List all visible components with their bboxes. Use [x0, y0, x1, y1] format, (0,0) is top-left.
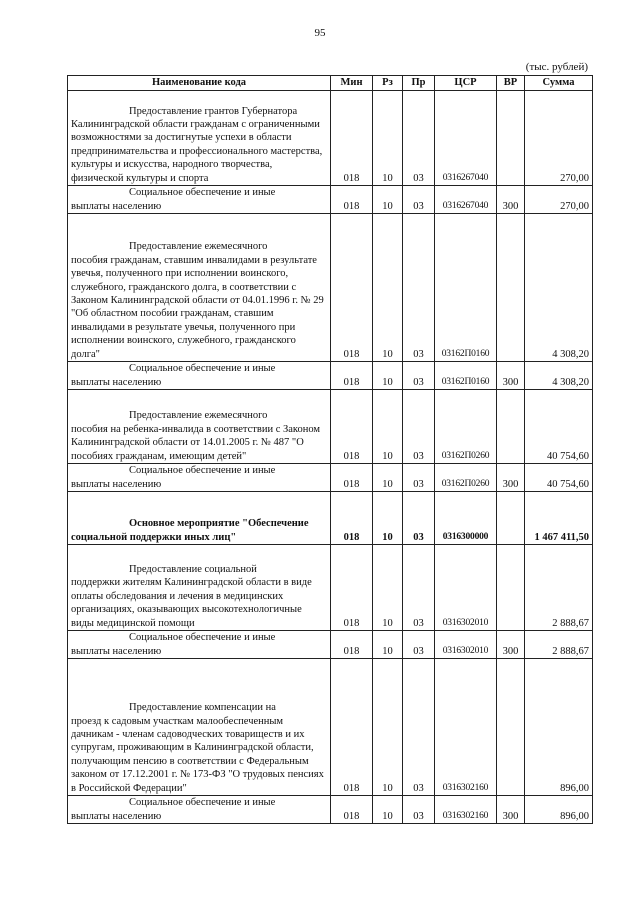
row-pr: 03 [403, 796, 435, 824]
row-sum: 270,00 [525, 91, 593, 186]
row-min: 018 [331, 659, 373, 796]
row-name-rest: пособия гражданам, ставшим инвалидами в результате увечья, полученного при исполнении воинского, служебного, гражданского долга, в соответствии с Законом Калининградской области от 04.01.1996 г. № 29 "Об областном пособии гражданам, ставшим инвалидами в результате увечья, полученного при исполнении воинского, служебного, гражданского долга" [71, 254, 324, 360]
row-vr [497, 390, 525, 464]
row-name [68, 186, 331, 214]
row-sum: 896,00 [525, 659, 593, 796]
row-name-rest: Калининградской области гражданам с ограниченными возможностями за достигнутые успехи в области предпринимательства и профессионального мастерства, культуры и искусства, народного творчества, физической культуры и спорта [71, 118, 323, 184]
header-min: Мин [331, 76, 373, 91]
header-name: Наименование кода [68, 76, 331, 91]
row-name-rest: выплаты населению [71, 200, 162, 212]
row-name-lead: Социальное обеспечение и иные [129, 187, 276, 199]
row-pr: 03 [403, 464, 435, 492]
row-pr: 03 [403, 91, 435, 186]
table-row [68, 91, 593, 186]
row-name-rest: выплаты населению [71, 478, 162, 490]
row-name-rest: выплаты населению [71, 645, 162, 657]
row-csr: 0316267040 [435, 91, 497, 186]
row-csr: 0316302160 [435, 796, 497, 824]
table-row [68, 492, 593, 545]
row-name-rest: проезд к садовым участкам малообеспеченным дачникам - членам садоводческих товариществ и их супругам, проживающим в Калининградской области, получающим пенсию в соответствии с Федеральным законом от 17.12.2001 г. № 173-ФЗ "О трудовых пенсиях в Российской Федерации" [71, 715, 324, 794]
table-row [68, 390, 593, 464]
row-name [68, 362, 331, 390]
row-sum: 2 888,67 [525, 631, 593, 659]
row-name [68, 659, 331, 796]
header-sum: Сумма [525, 76, 593, 91]
row-name-lead: Основное мероприятие "Обеспечение [129, 518, 309, 530]
row-vr [497, 545, 525, 631]
row-sum: 4 308,20 [525, 362, 593, 390]
row-rz: 10 [373, 390, 403, 464]
row-sum: 2 888,67 [525, 545, 593, 631]
row-name-lead: Предоставление ежемесячного [129, 241, 268, 253]
row-sum: 40 754,60 [525, 464, 593, 492]
row-name [68, 545, 331, 631]
row-name-lead: Предоставление компенсации на [129, 702, 276, 714]
table-row [68, 464, 593, 492]
row-csr: 03162П0260 [435, 390, 497, 464]
row-csr: 0316302010 [435, 545, 497, 631]
row-sum: 896,00 [525, 796, 593, 824]
units-label: (тыс. рублей) [525, 61, 588, 73]
row-rz: 10 [373, 214, 403, 362]
row-name [68, 464, 331, 492]
row-min: 018 [331, 186, 373, 214]
table-row [68, 362, 593, 390]
row-vr: 300 [497, 631, 525, 659]
row-rz: 10 [373, 186, 403, 214]
row-rz: 10 [373, 796, 403, 824]
row-name [68, 214, 331, 362]
row-sum: 4 308,20 [525, 214, 593, 362]
row-min: 018 [331, 390, 373, 464]
row-name [68, 390, 331, 464]
row-name-lead: Предоставление социальной [129, 563, 257, 575]
row-name [68, 631, 331, 659]
row-pr: 03 [403, 390, 435, 464]
row-name-rest: социальной поддержки иных лиц" [71, 531, 237, 543]
row-name-rest: пособия на ребенка-инвалида в соответствии с Законом Калининградской области от 14.01.2005 г. № 487 "О пособиях гражданам, имеющим детей" [71, 423, 321, 462]
row-name-lead: Предоставление грантов Губернатора [129, 105, 298, 117]
row-vr: 300 [497, 464, 525, 492]
row-min: 018 [331, 214, 373, 362]
budget-table [67, 75, 593, 824]
row-csr: 03162П0260 [435, 464, 497, 492]
row-csr: 0316267040 [435, 186, 497, 214]
header-pr: Пр [403, 76, 435, 91]
row-csr: 0316300000 [435, 492, 497, 545]
table-row [68, 796, 593, 824]
row-vr: 300 [497, 186, 525, 214]
row-rz: 10 [373, 362, 403, 390]
row-pr: 03 [403, 659, 435, 796]
row-name-lead: Предоставление ежемесячного [129, 410, 268, 422]
row-csr: 03162П0160 [435, 214, 497, 362]
table-row [68, 545, 593, 631]
table-header-row [68, 76, 593, 91]
row-min: 018 [331, 492, 373, 545]
row-rz: 10 [373, 631, 403, 659]
table-row [68, 214, 593, 362]
header-csr: ЦСР [435, 76, 497, 91]
row-sum: 1 467 411,50 [525, 492, 593, 545]
row-name-rest: поддержки жителям Калининградской области в виде оплаты обследования и лечения в медицинских организациях, оказывающих высокотехнологичные виды медицинской помощи [71, 577, 312, 629]
table-row [68, 659, 593, 796]
row-vr [497, 492, 525, 545]
row-min: 018 [331, 464, 373, 492]
row-pr: 03 [403, 186, 435, 214]
row-name [68, 492, 331, 545]
row-csr: 0316302010 [435, 631, 497, 659]
page-number: 95 [314, 27, 326, 39]
row-min: 018 [331, 631, 373, 659]
row-name-lead: Социальное обеспечение и иные [129, 465, 276, 477]
row-vr [497, 659, 525, 796]
row-name-lead: Социальное обеспечение и иные [129, 797, 276, 809]
table-row [68, 186, 593, 214]
row-sum: 40 754,60 [525, 390, 593, 464]
row-csr: 03162П0160 [435, 362, 497, 390]
row-rz: 10 [373, 464, 403, 492]
row-vr [497, 214, 525, 362]
row-min: 018 [331, 796, 373, 824]
row-rz: 10 [373, 91, 403, 186]
row-rz: 10 [373, 545, 403, 631]
row-min: 018 [331, 91, 373, 186]
table-row [68, 631, 593, 659]
row-name-rest: выплаты населению [71, 376, 162, 388]
row-sum: 270,00 [525, 186, 593, 214]
row-pr: 03 [403, 214, 435, 362]
header-rz: Рз [373, 76, 403, 91]
row-vr: 300 [497, 796, 525, 824]
row-csr: 0316302160 [435, 659, 497, 796]
row-min: 018 [331, 545, 373, 631]
row-name [68, 796, 331, 824]
header-vr: ВР [497, 76, 525, 91]
row-pr: 03 [403, 545, 435, 631]
row-rz: 10 [373, 659, 403, 796]
row-vr: 300 [497, 362, 525, 390]
row-pr: 03 [403, 631, 435, 659]
row-vr [497, 91, 525, 186]
row-min: 018 [331, 362, 373, 390]
row-name [68, 91, 331, 186]
row-pr: 03 [403, 362, 435, 390]
row-name-rest: выплаты населению [71, 810, 162, 822]
row-name-lead: Социальное обеспечение и иные [129, 632, 276, 644]
row-name-lead: Социальное обеспечение и иные [129, 363, 276, 375]
row-pr: 03 [403, 492, 435, 545]
row-rz: 10 [373, 492, 403, 545]
